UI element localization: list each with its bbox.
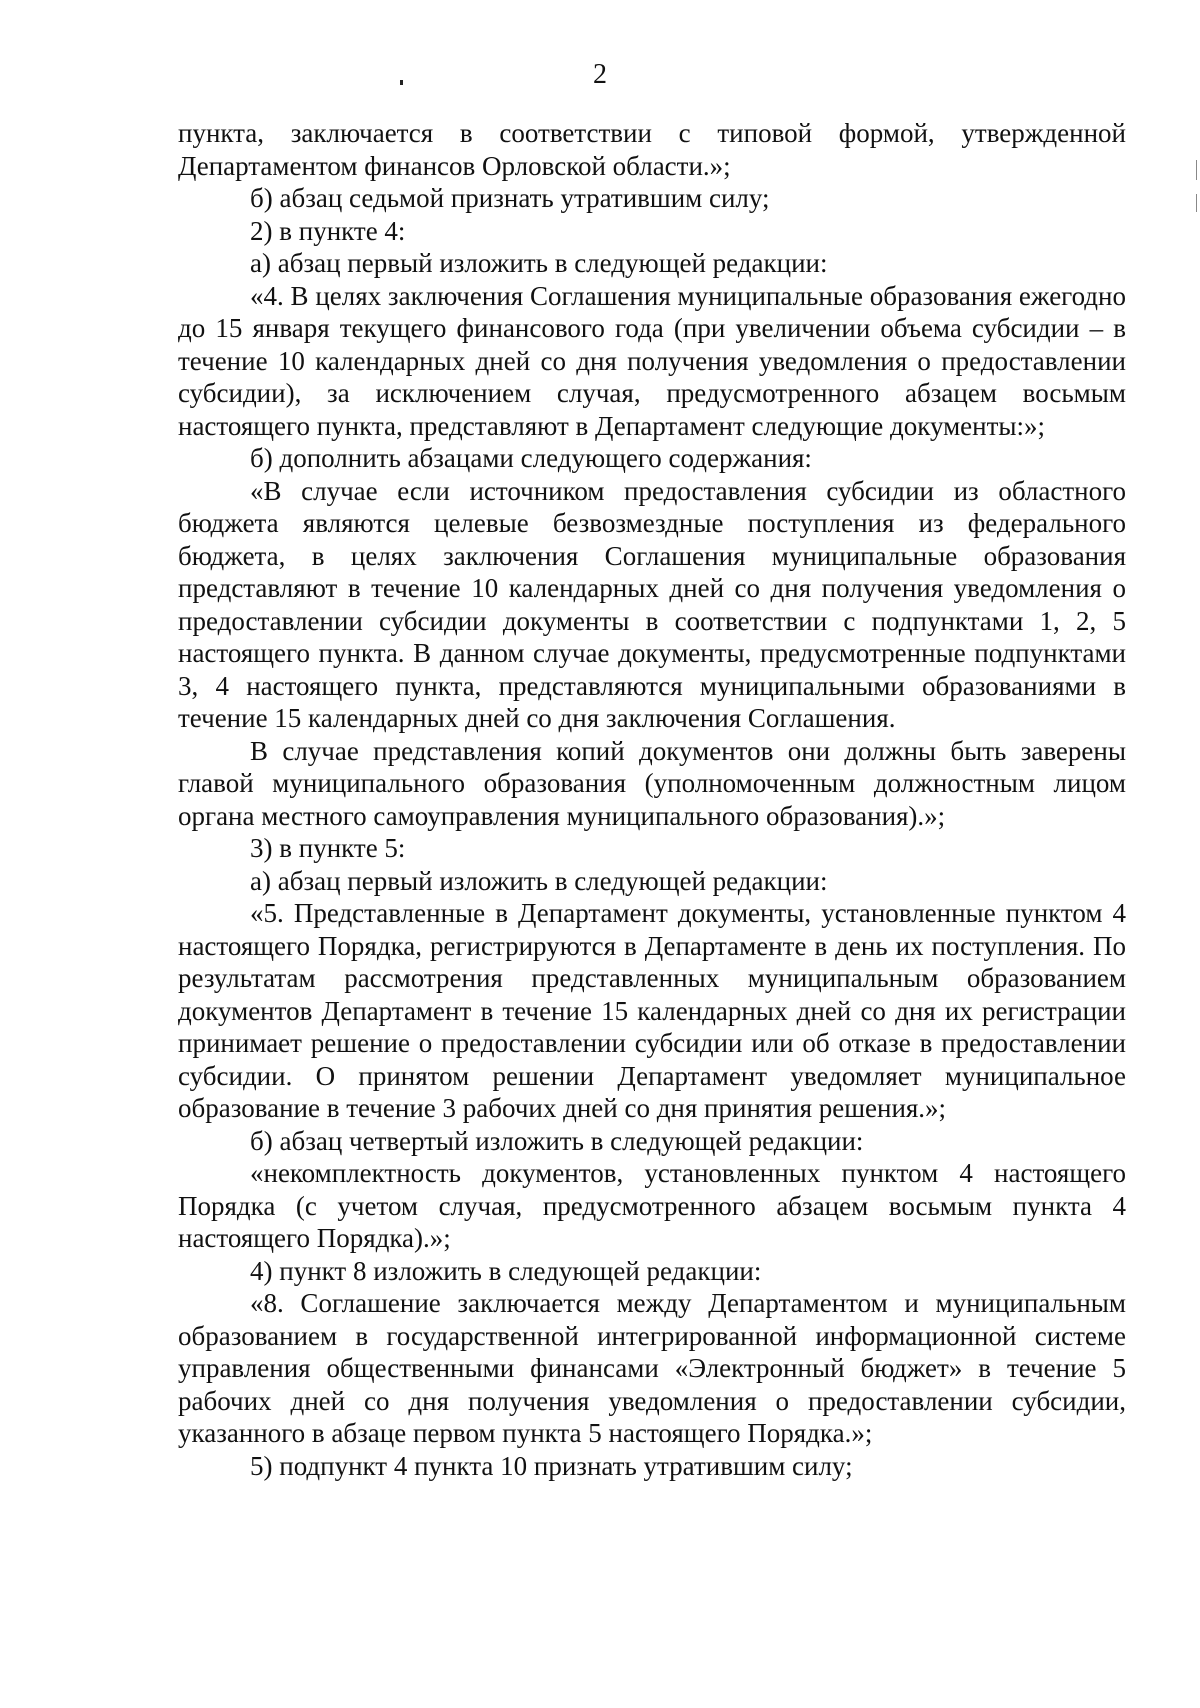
- margin-marks: [1196, 160, 1198, 220]
- page-number: 2: [593, 59, 607, 90]
- paragraph-quote-case: «В случае если источником предоставления субсидии из областного бюджета являются целевые безвозмездные поступления из федерального бюджета, в целях заключения Соглашения муниципальные образования представляют в течение 10 календарных дней со дня получения уведомления о предоставлении субсидии документы в соответствии с подпунктами 1, 2, 5 настоящего пункта. В данном случае документы, предусмотренные подпунктами 3, 4 настоящего пункта, представляются муниципальными образованиями в течение 15 календарных дней со дня заключения Соглашения.: [178, 475, 1126, 733]
- paragraph-item-3: 3) в пункте 5:: [250, 833, 406, 863]
- paragraph-item-a-5: а) абзац первый изложить в следующей редакции:: [250, 865, 828, 896]
- paragraph-item-4: 4) пункт 8 изложить в следующей редакции:: [250, 1255, 762, 1286]
- paragraph-item-5: 5) подпункт 4 пункта 10 признать утратившим силу;: [250, 1450, 853, 1481]
- paragraph-quote-8: «8. Соглашение заключается между Департаментом и муниципальным образованием в государственной интегрированной информационной системе управления общественными финансами «Электронный бюджет» в течение 5 рабочих дней со дня получения уведомления о предоставлении субсидии, указанного в абзаце первом пункта 5 настоящего Порядка.»;: [178, 1288, 1126, 1448]
- document-body: [178, 117, 1126, 1482]
- paragraph-copies: В случае представления копий документов они должны быть заверены главой муниципального образования (уполномоченным должностным лицом органа местного самоуправления муниципального образования).»;: [178, 735, 1126, 831]
- paragraph-quote-5: «5. Представленные в Департамент документы, установленные пунктом 4 настоящего Порядка, регистрируются в Департаменте в день их поступления. По результатам рассмотрения представленных муниципальным образованием документов Департамент в течение 15 календарных дней со дня их регистрации принимает решение о предоставлении субсидии или об отказе в предоставлении субсидии. О принятом решении Департамент уведомляет муниципальное образование в течение 3 рабочих дней со дня принятия решения.»;: [178, 898, 1126, 1123]
- scan-artifact: [400, 80, 403, 85]
- paragraph-quote-4: «4. В целях заключения Соглашения муниципальные образования ежегодно до 15 января текущего финансового года (при увеличении объема субсидии – в течение 10 календарных дней со дня получения уведомления о предоставлении субсидии), за исключением случая, предусмотренного абзацем восьмым настоящего пункта, представляют в Департамент следующие документы:»;: [178, 280, 1126, 441]
- paragraph-item-b-5: б) абзац четвертый изложить в следующей редакции:: [250, 1125, 864, 1156]
- paragraph-item-2: 2) в пункте 4:: [250, 215, 406, 246]
- paragraph-item-b-add: б) дополнить абзацами следующего содержания:: [250, 443, 812, 473]
- paragraph-quote-incomplete: «некомплектность документов, установленных пунктом 4 настоящего Порядка (с учетом случая, предусмотренного абзацем восьмым пункта 4 настоящего Порядка).»;: [178, 1158, 1126, 1253]
- paragraph-item-b: б) абзац седьмой признать утратившим силу;: [250, 183, 770, 213]
- paragraph-continuation: пункта, заключается в соответствии с типовой формой, утвержденной Департаментом финансов Орловской области.»;: [178, 118, 1126, 181]
- paragraph-item-a: а) абзац первый изложить в следующей редакции:: [250, 248, 828, 278]
